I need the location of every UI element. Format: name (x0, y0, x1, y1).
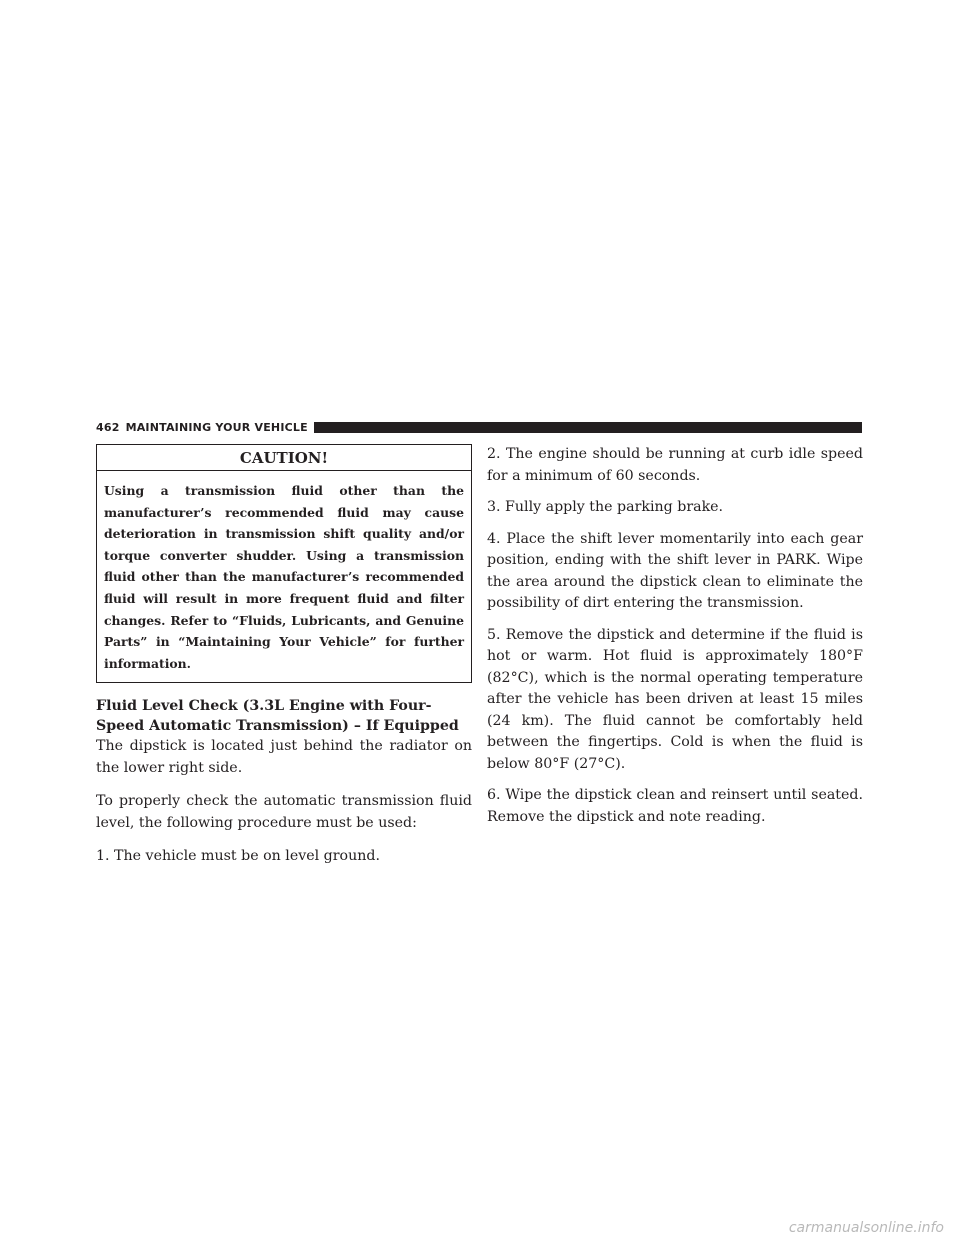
step-item: 3. Fully apply the parking brake. (487, 499, 724, 515)
section-subheading: Fluid Level Check (3.3L Engine with Four-Speed Automatic Transmission) – If Equipped (96, 698, 459, 734)
page-number: 462 (96, 420, 120, 434)
caution-text: Using a transmission fluid other than the manufacturer’s recommended fluid may cause deterioration in transmission shift quality and/or torque converter shudder. Using a transmission fluid other than the manufacturer’s recommended fluid will result in more frequent fluid and filter changes. Refer to “Fluids, Lubricants, and Genuine Parts” in “Maintaining Your Vehicle” for further information. (104, 483, 464, 671)
left-column (96, 444, 472, 879)
right-column (487, 444, 863, 838)
step-item: 1. The vehicle must be on level ground. (96, 848, 380, 865)
header-rule (314, 422, 862, 433)
section-title: MAINTAINING YOUR VEHICLE (125, 420, 308, 434)
caution-title: CAUTION! (97, 445, 471, 471)
step-item: 5. Remove the dipstick and determine if the fluid is hot or warm. Hot fluid is approximately 180°F (82°C), which is the normal operating temperature after the vehicle has been driven at least 15 miles (24 km). The fluid cannot be comfortably held between the fingertips. Cold is when the fluid is below 80°F (27°C). (487, 626, 863, 772)
caution-box (96, 444, 472, 683)
watermark-link[interactable]: carmanualsonline.info (788, 1220, 944, 1236)
paragraph: The dipstick is located just behind the radiator on the lower right side. (96, 738, 472, 776)
step-item: 6. Wipe the dipstick clean and reinsert until seated. Remove the dipstick and note reading. (487, 787, 863, 825)
page-header (96, 419, 862, 435)
step-item: 2. The engine should be running at curb idle speed for a minimum of 60 seconds. (487, 446, 863, 484)
paragraph: To properly check the automatic transmission fluid level, the following procedure must be used: (96, 793, 472, 831)
step-item: 4. Place the shift lever momentarily into each gear position, ending with the shift lever in PARK. Wipe the area around the dipstick clean to eliminate the possibility of dirt entering the transmission. (487, 530, 863, 611)
